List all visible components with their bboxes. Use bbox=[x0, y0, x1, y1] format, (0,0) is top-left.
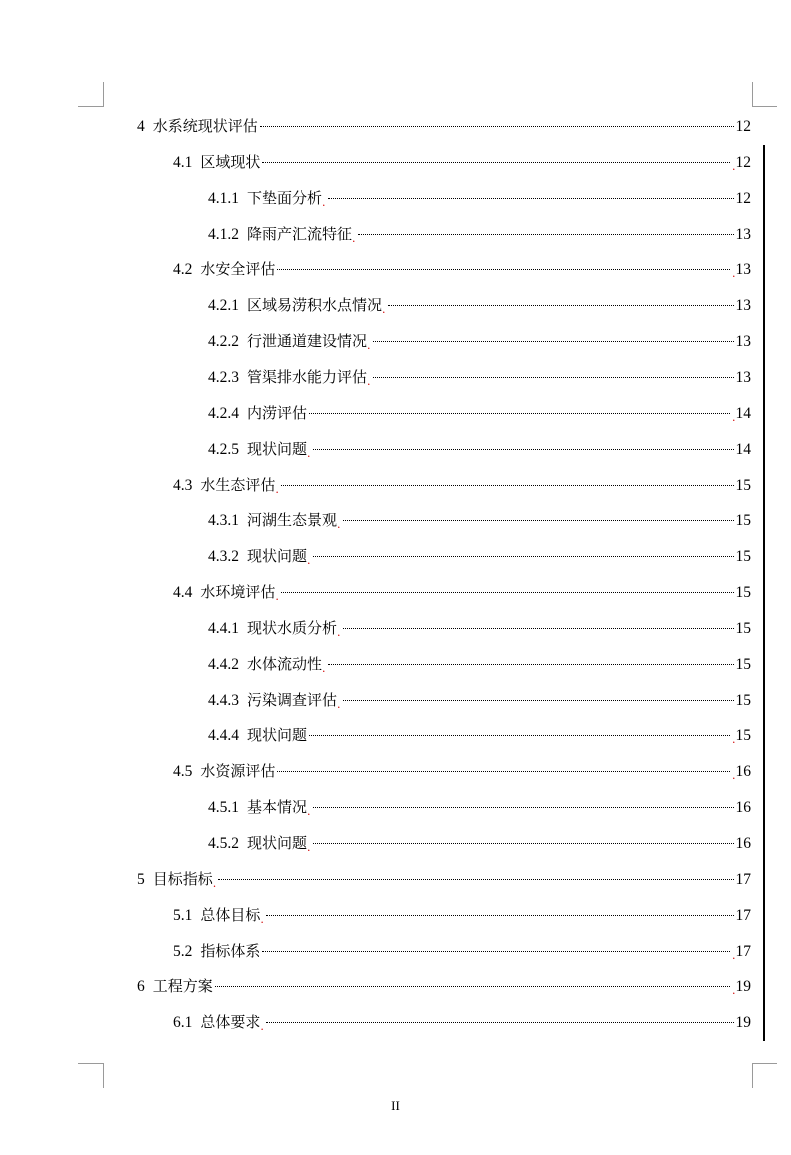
toc-dot-leader bbox=[281, 485, 734, 486]
toc-dot-leader bbox=[309, 735, 730, 736]
crop-mark-top-left-h bbox=[78, 106, 103, 107]
toc-dot-leader bbox=[266, 1022, 734, 1023]
toc-entry-number: 6.1 bbox=[173, 1014, 193, 1031]
toc-entry-page: 13 bbox=[735, 226, 751, 243]
crop-mark-bottom-right-h bbox=[752, 1063, 777, 1064]
toc-entry-page: 14 bbox=[735, 405, 751, 422]
tracked-change-mark: . bbox=[307, 554, 311, 567]
toc-entry-number: 4.4.3 bbox=[208, 692, 239, 709]
toc-dot-leader bbox=[260, 126, 734, 127]
toc-entry-number: 4.2.1 bbox=[208, 297, 239, 314]
toc-entry-page: 16 bbox=[735, 763, 751, 780]
toc-entry-page: 15 bbox=[735, 692, 751, 709]
toc-dot-leader bbox=[266, 915, 734, 916]
toc-entry-page: 12 bbox=[735, 118, 751, 135]
toc-entry[interactable] bbox=[208, 366, 751, 388]
toc-entry[interactable] bbox=[208, 617, 751, 639]
toc-entry-title: 区域现状 bbox=[200, 153, 261, 171]
toc-entry-title: 总体目标 bbox=[200, 906, 261, 924]
toc-entry-number: 4.2 bbox=[173, 261, 193, 278]
toc-dot-leader bbox=[328, 664, 734, 665]
toc-entry-page: 13 bbox=[735, 297, 751, 314]
toc-entry-page: 13 bbox=[735, 369, 751, 386]
toc-dot-leader bbox=[218, 879, 733, 880]
toc-entry-title: 水生态评估 bbox=[200, 476, 276, 494]
toc-entry-page: 14 bbox=[735, 441, 751, 458]
toc-entry[interactable] bbox=[208, 796, 751, 818]
toc-entry[interactable] bbox=[208, 653, 751, 675]
toc-entry[interactable] bbox=[137, 868, 751, 890]
toc-entry-title: 现状水质分析 bbox=[247, 619, 338, 637]
toc-entry-title: 水体流动性 bbox=[247, 655, 323, 673]
toc-entry-number: 4.4.4 bbox=[208, 727, 239, 744]
toc-entry-number: 5.2 bbox=[173, 943, 193, 960]
toc-dot-leader bbox=[262, 951, 730, 952]
toc-entry[interactable] bbox=[208, 689, 751, 711]
toc-entry-title: 现状问题 bbox=[247, 440, 308, 458]
toc-entry-title: 指标体系 bbox=[200, 942, 261, 960]
tracked-change-mark: . bbox=[732, 949, 736, 962]
tracked-change-mark: . bbox=[322, 196, 326, 209]
toc-entry[interactable] bbox=[208, 545, 751, 567]
toc-entry-number: 4.1.2 bbox=[208, 226, 239, 243]
toc-entry-number: 4.3.1 bbox=[208, 512, 239, 529]
crop-mark-bottom-left-h bbox=[78, 1063, 103, 1064]
toc-entry-page: 15 bbox=[735, 584, 751, 601]
tracked-change-mark: . bbox=[732, 267, 736, 280]
toc-entry[interactable] bbox=[208, 438, 751, 460]
toc-entry-number: 4.2.4 bbox=[208, 405, 239, 422]
toc-entry-title: 下垫面分析 bbox=[247, 189, 323, 207]
toc-entry[interactable] bbox=[208, 402, 751, 424]
toc-entry-number: 4.3.2 bbox=[208, 548, 239, 565]
toc-entry-number: 5.1 bbox=[173, 907, 193, 924]
page-number: II bbox=[391, 1098, 400, 1113]
tracked-change-mark: . bbox=[307, 447, 311, 460]
toc-entry[interactable] bbox=[173, 940, 751, 962]
tracked-change-mark: . bbox=[337, 518, 341, 531]
toc-dot-leader bbox=[262, 162, 730, 163]
toc-entry[interactable] bbox=[208, 330, 751, 352]
toc-entry[interactable] bbox=[208, 223, 751, 245]
toc-entry-title: 水安全评估 bbox=[200, 260, 276, 278]
tracked-change-mark: . bbox=[732, 160, 736, 173]
toc-entry[interactable] bbox=[208, 509, 751, 531]
tracked-change-mark: . bbox=[367, 339, 371, 352]
tracked-change-mark: . bbox=[337, 698, 341, 711]
toc-entry-number: 4.4 bbox=[173, 584, 193, 601]
toc-entry-page: 19 bbox=[735, 1014, 751, 1031]
tracked-change-mark: . bbox=[732, 769, 736, 782]
toc-dot-leader bbox=[277, 771, 730, 772]
toc-entry-title: 管渠排水能力评估 bbox=[247, 368, 368, 386]
tracked-change-mark: . bbox=[260, 913, 264, 926]
toc-entry-title: 工程方案 bbox=[152, 977, 213, 995]
toc-entry-number: 4.1 bbox=[173, 154, 193, 171]
toc-dot-leader bbox=[343, 700, 734, 701]
toc-entry[interactable] bbox=[173, 258, 751, 280]
toc-entry-title: 内涝评估 bbox=[247, 404, 308, 422]
crop-mark-top-left-v bbox=[103, 82, 104, 107]
toc-entry-title: 降雨产汇流特征 bbox=[247, 225, 353, 243]
revision-change-bar bbox=[763, 145, 765, 1041]
toc-entry[interactable] bbox=[173, 760, 751, 782]
toc-entry-title: 现状问题 bbox=[247, 834, 308, 852]
toc-entry-page: 17 bbox=[735, 907, 751, 924]
tracked-change-mark: . bbox=[732, 984, 736, 997]
toc-entry-title: 基本情况 bbox=[247, 798, 308, 816]
toc-entry[interactable] bbox=[208, 187, 751, 209]
toc-dot-leader bbox=[373, 341, 734, 342]
toc-entry-page: 16 bbox=[735, 799, 751, 816]
toc-entry[interactable] bbox=[208, 724, 751, 746]
toc-entry-page: 13 bbox=[735, 261, 751, 278]
tracked-change-mark: . bbox=[732, 411, 736, 424]
toc-entry-page: 17 bbox=[735, 943, 751, 960]
toc-entry[interactable] bbox=[173, 151, 751, 173]
tracked-change-mark: . bbox=[352, 232, 356, 245]
toc-dot-leader bbox=[313, 843, 734, 844]
toc-entry[interactable] bbox=[137, 975, 751, 997]
toc-dot-leader bbox=[358, 234, 734, 235]
toc-entry-number: 4.4.2 bbox=[208, 656, 239, 673]
toc-entry[interactable] bbox=[173, 904, 751, 926]
toc-entry[interactable] bbox=[208, 294, 751, 316]
toc-entry-title: 水系统现状评估 bbox=[152, 117, 258, 135]
crop-mark-top-right-h bbox=[752, 106, 777, 107]
toc-entry-page: 16 bbox=[735, 835, 751, 852]
toc-dot-leader bbox=[343, 520, 734, 521]
toc-entry-page: 12 bbox=[735, 190, 751, 207]
toc-entry-title: 行泄通道建设情况 bbox=[247, 332, 368, 350]
toc-entry-page: 19 bbox=[735, 978, 751, 995]
toc-entry-title: 现状问题 bbox=[247, 726, 308, 744]
toc-entry-number: 4.5.1 bbox=[208, 799, 239, 816]
toc-dot-leader bbox=[388, 305, 734, 306]
toc-entry[interactable] bbox=[173, 474, 751, 496]
toc-entry-number: 4 bbox=[137, 118, 145, 135]
toc-entry-title: 目标指标 bbox=[152, 870, 213, 888]
toc-dot-leader bbox=[281, 592, 734, 593]
toc-entry-number: 4.4.1 bbox=[208, 620, 239, 637]
toc-dot-leader bbox=[215, 986, 730, 987]
tracked-change-mark: . bbox=[322, 662, 326, 675]
toc-entry-title: 水资源评估 bbox=[200, 762, 276, 780]
toc-entry-number: 4.5 bbox=[173, 763, 193, 780]
toc-dot-leader bbox=[277, 269, 730, 270]
toc-entry-title: 区域易涝积水点情况 bbox=[247, 296, 383, 314]
toc-entry-number: 6 bbox=[137, 978, 145, 995]
toc-entry-number: 5 bbox=[137, 871, 145, 888]
toc-entry-number: 4.2.5 bbox=[208, 441, 239, 458]
toc-entry-title: 河湖生态景观 bbox=[247, 511, 338, 529]
toc-entry-page: 15 bbox=[735, 477, 751, 494]
toc-entry[interactable] bbox=[208, 832, 751, 854]
toc-entry-page: 12 bbox=[735, 154, 751, 171]
toc-dot-leader bbox=[343, 628, 734, 629]
toc-entry-number: 4.3 bbox=[173, 477, 193, 494]
toc-dot-leader bbox=[313, 449, 734, 450]
toc-entry-title: 总体要求 bbox=[200, 1013, 261, 1031]
tracked-change-mark: . bbox=[382, 303, 386, 316]
tracked-change-mark: . bbox=[307, 841, 311, 854]
toc-entry[interactable] bbox=[173, 581, 751, 603]
tracked-change-mark: . bbox=[732, 733, 736, 746]
tracked-change-mark: . bbox=[212, 877, 217, 890]
toc-entry-page: 15 bbox=[735, 548, 751, 565]
tracked-change-mark: . bbox=[275, 590, 279, 603]
toc-entry-page: 17 bbox=[735, 871, 751, 888]
toc-entry-title: 现状问题 bbox=[247, 547, 308, 565]
crop-mark-top-right-v bbox=[752, 82, 753, 107]
toc-entry-number: 4.5.2 bbox=[208, 835, 239, 852]
tracked-change-mark: . bbox=[337, 626, 341, 639]
tracked-change-mark: . bbox=[307, 805, 311, 818]
toc-dot-leader bbox=[313, 807, 734, 808]
toc-entry-number: 4.2.3 bbox=[208, 369, 239, 386]
toc-dot-leader bbox=[309, 413, 730, 414]
toc-entry-page: 15 bbox=[735, 656, 751, 673]
tracked-change-mark: . bbox=[367, 375, 371, 388]
toc-entry-title: 水环境评估 bbox=[200, 583, 276, 601]
toc-entry-page: 15 bbox=[735, 512, 751, 529]
crop-mark-bottom-right-v bbox=[752, 1063, 753, 1088]
toc-entry-number: 4.1.1 bbox=[208, 190, 239, 207]
toc-entry-title: 污染调查评估 bbox=[247, 691, 338, 709]
toc-entry[interactable] bbox=[173, 1011, 751, 1033]
toc-entry-page: 15 bbox=[735, 620, 751, 637]
toc-dot-leader bbox=[313, 556, 734, 557]
toc-entry[interactable] bbox=[137, 115, 751, 137]
toc-dot-leader bbox=[373, 377, 734, 378]
tracked-change-mark: . bbox=[275, 483, 279, 496]
toc-entry-number: 4.2.2 bbox=[208, 333, 239, 350]
crop-mark-bottom-left-v bbox=[103, 1063, 104, 1088]
toc-dot-leader bbox=[328, 198, 734, 199]
toc-entry-page: 15 bbox=[735, 727, 751, 744]
tracked-change-mark: . bbox=[260, 1020, 264, 1033]
toc-entry-page: 13 bbox=[735, 333, 751, 350]
